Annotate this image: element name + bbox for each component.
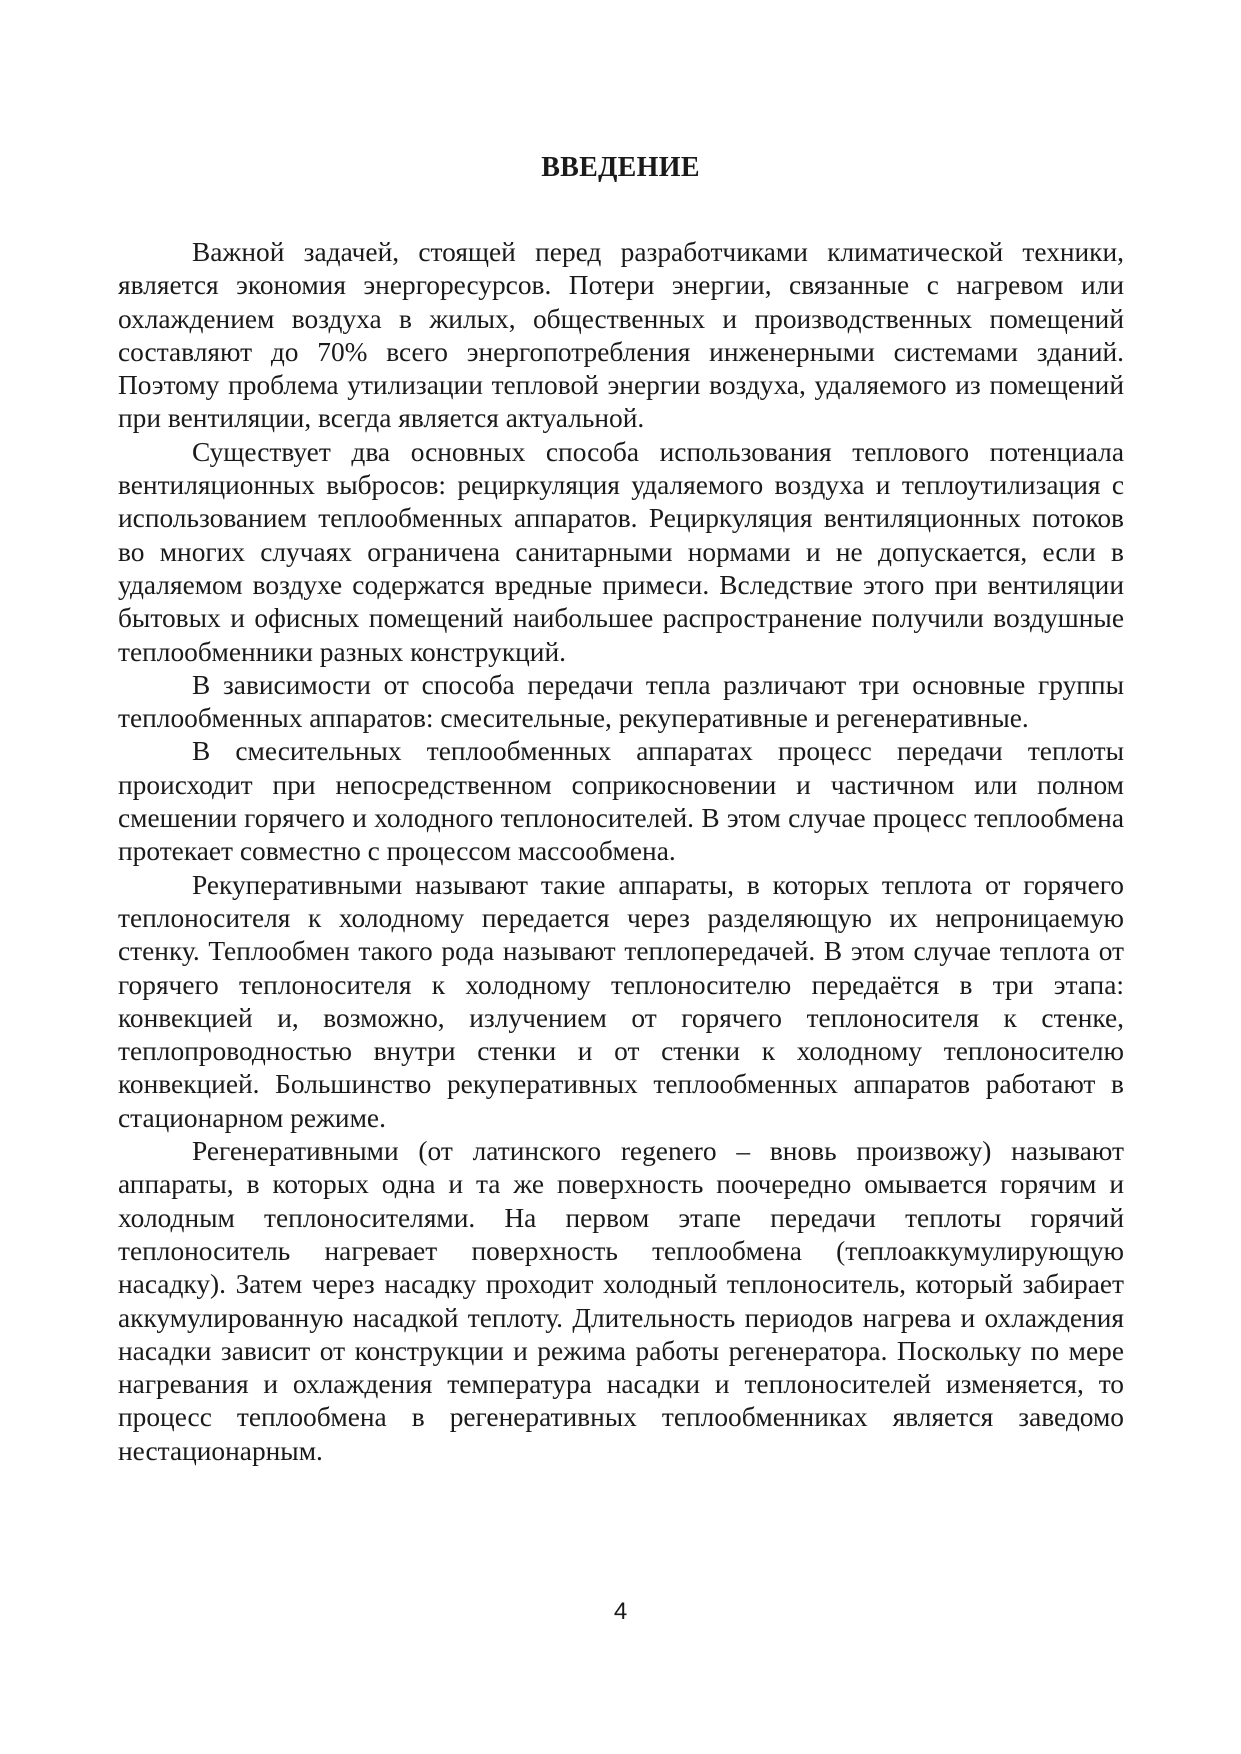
paragraph-mixing: В смесительных теплообменных аппаратах процесс передачи теплоты происходит при непосредственном соприкосновении и частичном или полном смешении горячего и холодного теплоносителей. В этом случае процесс теплообмена протекает совместно с процессом массообмена. [118, 736, 1124, 867]
body-text [118, 236, 1124, 1468]
paragraph-methods: Существует два основных способа использования теплового потенциала вентиляционных выбросов: рециркуляция удаляемого воздуха и теплоутилизация с использованием теплообменных аппаратов. Рециркуляция вентиляционных потоков во многих случаях ограничена санитарными нормами и не допускается, если в удаляемом воздухе содержатся вредные примеси. Вследствие этого при вентиляции бытовых и офисных помещений наибольшее распространение получили воздушные теплообменники разных конструкций. [118, 436, 1124, 667]
page-number: 4 [613, 1598, 628, 1625]
paragraph-recuperative: Рекуперативными называют такие аппараты, в которых теплота от горячего теплоносителя к холодному передается через разделяющую их непроницаемую стенку. Теплообмен такого рода называют теплопередачей. В этом случае теплота от горячего теплоносителя к холодному теплоносителю передаётся в три этапа: конвекцией и, возможно, излучением от горячего теплоносителя к стенке, теплопроводностью внутри стенки и от стенки к холодному теплоносителю конвекцией. Большинство рекуперативных теплообменных аппаратов работают в стационарном режиме. [118, 869, 1124, 1133]
paragraph-intro: Важной задачей, стоящей перед разработчиками климатической техники, является экономия энергоресурсов. Потери энергии, связанные с нагревом или охлаждением воздуха в жилых, общественных и производственных помещений составляют до 70% всего энергопотребления инженерными системами зданий. Поэтому проблема утилизации тепловой энергии воздуха, удаляемого из помещений при вентиляции, всегда является актуальной. [118, 237, 1124, 434]
paragraph-regenerative: Регенеративными (от латинского regenero – вновь произвожу) называют аппараты, в которых одна и та же поверхность поочередно омывается горячим и холодным теплоносителями. На первом этапе передачи теплоты горячий теплоноситель нагревает поверхность теплообмена (теплоаккумулирующую насадку). Затем через насадку проходит холодный теплоноситель, который забирает аккумулированную насадкой теплоту. Длительность периодов нагрева и охлаждения насадки зависит от конструкции и режима работы регенератора. Поскольку по мере нагревания и охлаждения температура насадки и теплоносителей изменяется, то процесс теплообмена в регенеративных теплообменниках является заведомо нестационарным. [118, 1136, 1124, 1466]
paragraph-groups: В зависимости от способа передачи тепла различают три основные группы теплообменных аппаратов: смесительные, рекуперативные и регенеративные. [118, 669, 1124, 734]
page-title: ВВЕДЕНИЕ [541, 152, 700, 183]
